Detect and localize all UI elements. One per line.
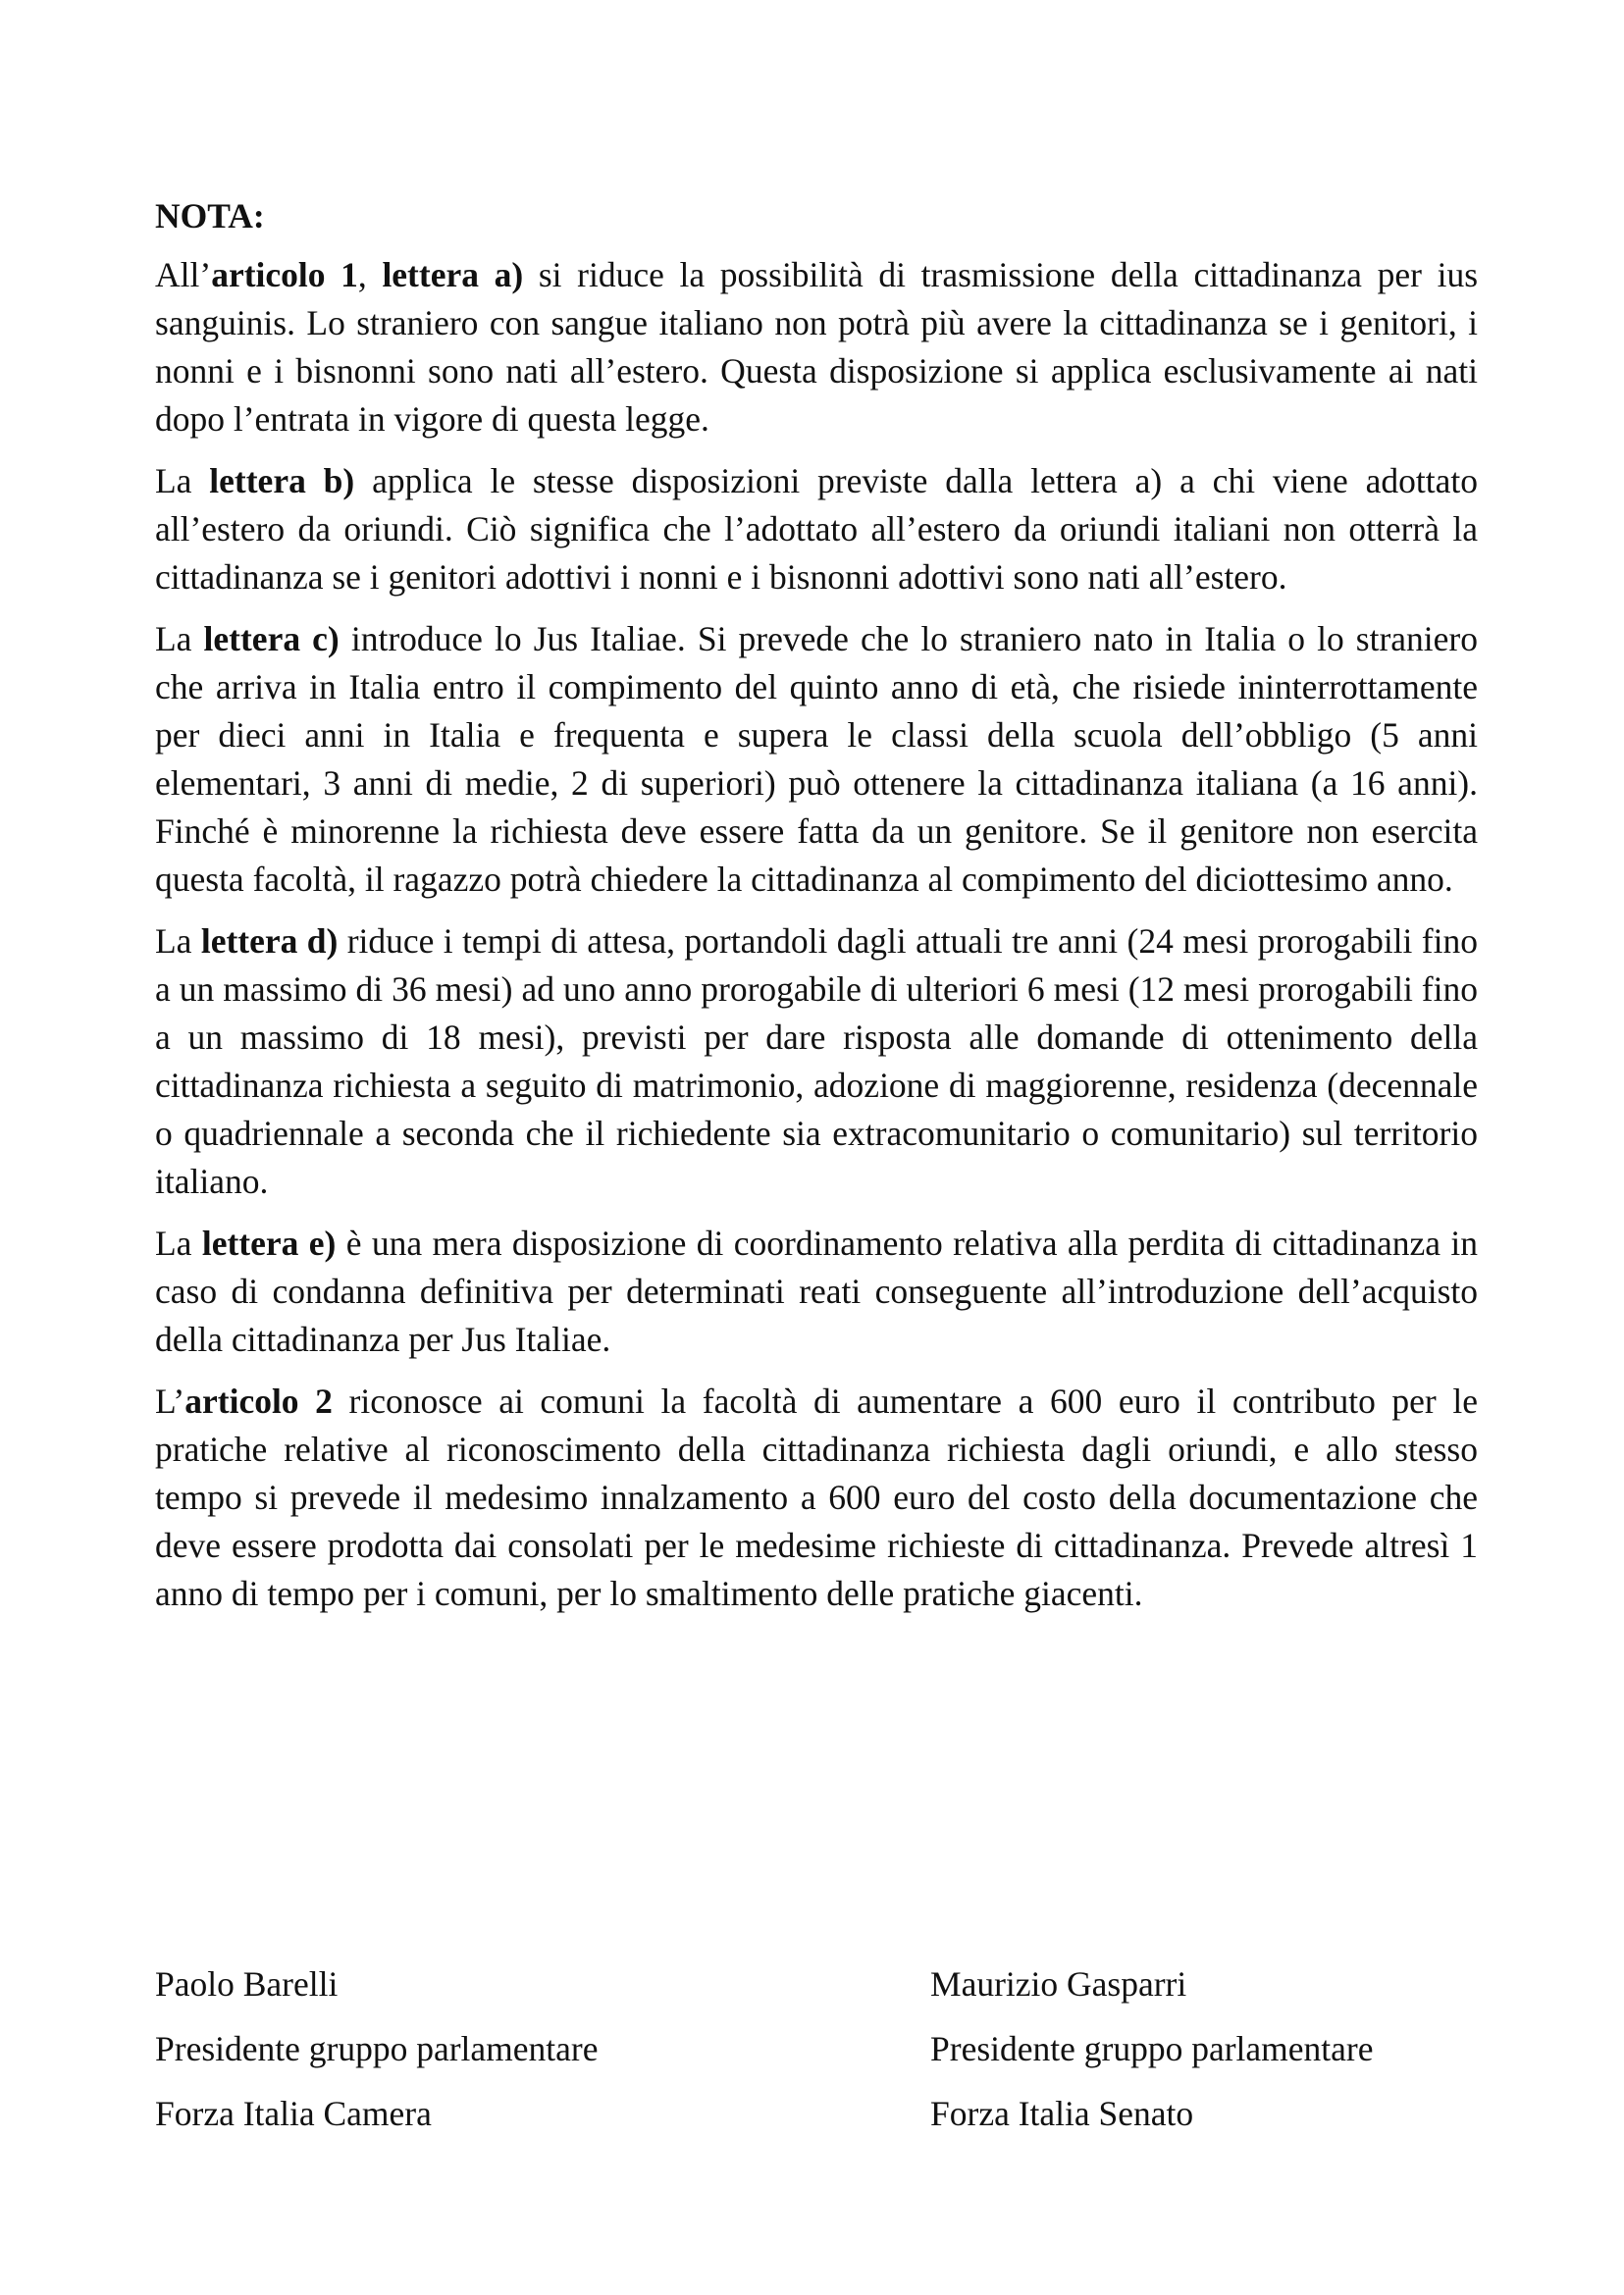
bold-reference: lettera a) (382, 255, 524, 294)
paragraph-text: introduce lo Jus Italiae. Si prevede che lo straniero nato in Italia o lo straniero che arriva in Italia entro il compimento del quinto anno di età, che risiede ininterrottamente per dieci anni in Italia e frequenta e supera le classi della scuola dell’obbligo (5 anni elementari, 3 anni di medie, 2 di superiori) può ottenere la cittadinanza italiana (a 16 anni). Finché è minorenne la richiesta deve essere fatta da un genitore. Se il genitore non esercita questa facoltà, il ragazzo potrà chiedere la cittadinanza al compimento del diciottesimo anno. (155, 619, 1478, 899)
paragraph-text: è una mera disposizione di coordinamento relativa alla perdita di cittadinanza in caso di condanna definitiva per determinati reati conseguente all’introduzione dell’acquisto della cittadinanza per Jus Italiae. (155, 1224, 1478, 1359)
signature-right (930, 1960, 1539, 2155)
note-paragraph (155, 1378, 1478, 1618)
signatory-name: Paolo Barelli (155, 1964, 339, 2004)
signatory-name: Maurizio Gasparri (930, 1964, 1187, 2004)
signatory-group: Forza Italia Camera (155, 2094, 432, 2133)
paragraph-text: La (155, 619, 204, 658)
note-paragraph (155, 457, 1478, 601)
paragraph-text: La (155, 1224, 202, 1263)
bold-reference: articolo 2 (184, 1382, 333, 1421)
paragraph-list (155, 251, 1478, 1618)
bold-reference: lettera d) (200, 921, 339, 961)
signatory-role: Presidente gruppo parlamentare (155, 2029, 599, 2068)
note-paragraph (155, 615, 1478, 904)
signature-left (155, 1960, 763, 2155)
signatory-role: Presidente gruppo parlamentare (930, 2029, 1374, 2068)
paragraph-text: riconosce ai comuni la facoltà di aumentare a 600 euro il contributo per le pratiche relative al riconoscimento della cittadinanza richiesta dagli oriundi, e allo stesso tempo si prevede il medesimo innalzamento a 600 euro del costo della documentazione che deve essere prodotta dai consolati per le medesime richieste di cittadinanza. Prevede altresì 1 anno di tempo per i comuni, per lo smaltimento delle pratiche giacenti. (155, 1382, 1478, 1613)
note-heading: NOTA: (155, 196, 265, 235)
paragraph-text: riduce i tempi di attesa, portandoli dagli attuali tre anni (24 mesi prorogabili fino a un massimo di 36 mesi) ad uno anno prorogabile di ulteriori 6 mesi (12 mesi prorogabili fino a un massimo di 18 mesi), previsti per dare risposta alle domande di ottenimento della cittadinanza richiesta a seguito di matrimonio, adozione di maggiorenne, residenza (decennale o quadriennale a seconda che il richiedente sia extracomunitario o comunitario) sul territorio italiano. (155, 921, 1478, 1201)
paragraph-text: si riduce la possibilità di trasmissione della cittadinanza per ius sanguinis. Lo straniero con sangue italiano non potrà più avere la cittadinanza se i genitori, i nonni e i bisnonni sono nati all’estero. Questa disposizione si applica esclusivamente ai nati dopo l’entrata in vigore di questa legge. (155, 255, 1479, 439)
note-paragraph (155, 917, 1478, 1206)
note-paragraph (155, 1220, 1478, 1364)
note-body (155, 192, 1478, 1632)
bold-reference: lettera c) (203, 619, 340, 658)
paragraph-text: All’ (155, 255, 212, 294)
bold-reference: articolo 1 (211, 255, 358, 294)
paragraph-text: L’ (155, 1382, 185, 1421)
signatory-group: Forza Italia Senato (930, 2094, 1194, 2133)
paragraph-text: La (155, 461, 210, 500)
bold-reference: lettera e) (201, 1224, 337, 1263)
note-paragraph (155, 251, 1478, 443)
bold-reference: lettera b) (209, 461, 355, 500)
paragraph-text: , (357, 255, 383, 294)
paragraph-text: applica le stesse disposizioni previste dalla lettera a) a chi viene adottato all’estero da oriundi. Ciò significa che l’adottato all’estero da oriundi italiani non otterrà la cittadinanza se i genitori adottivi i nonni e i bisnonni adottivi sono nati all’estero. (155, 461, 1478, 597)
paragraph-text: La (155, 921, 201, 961)
